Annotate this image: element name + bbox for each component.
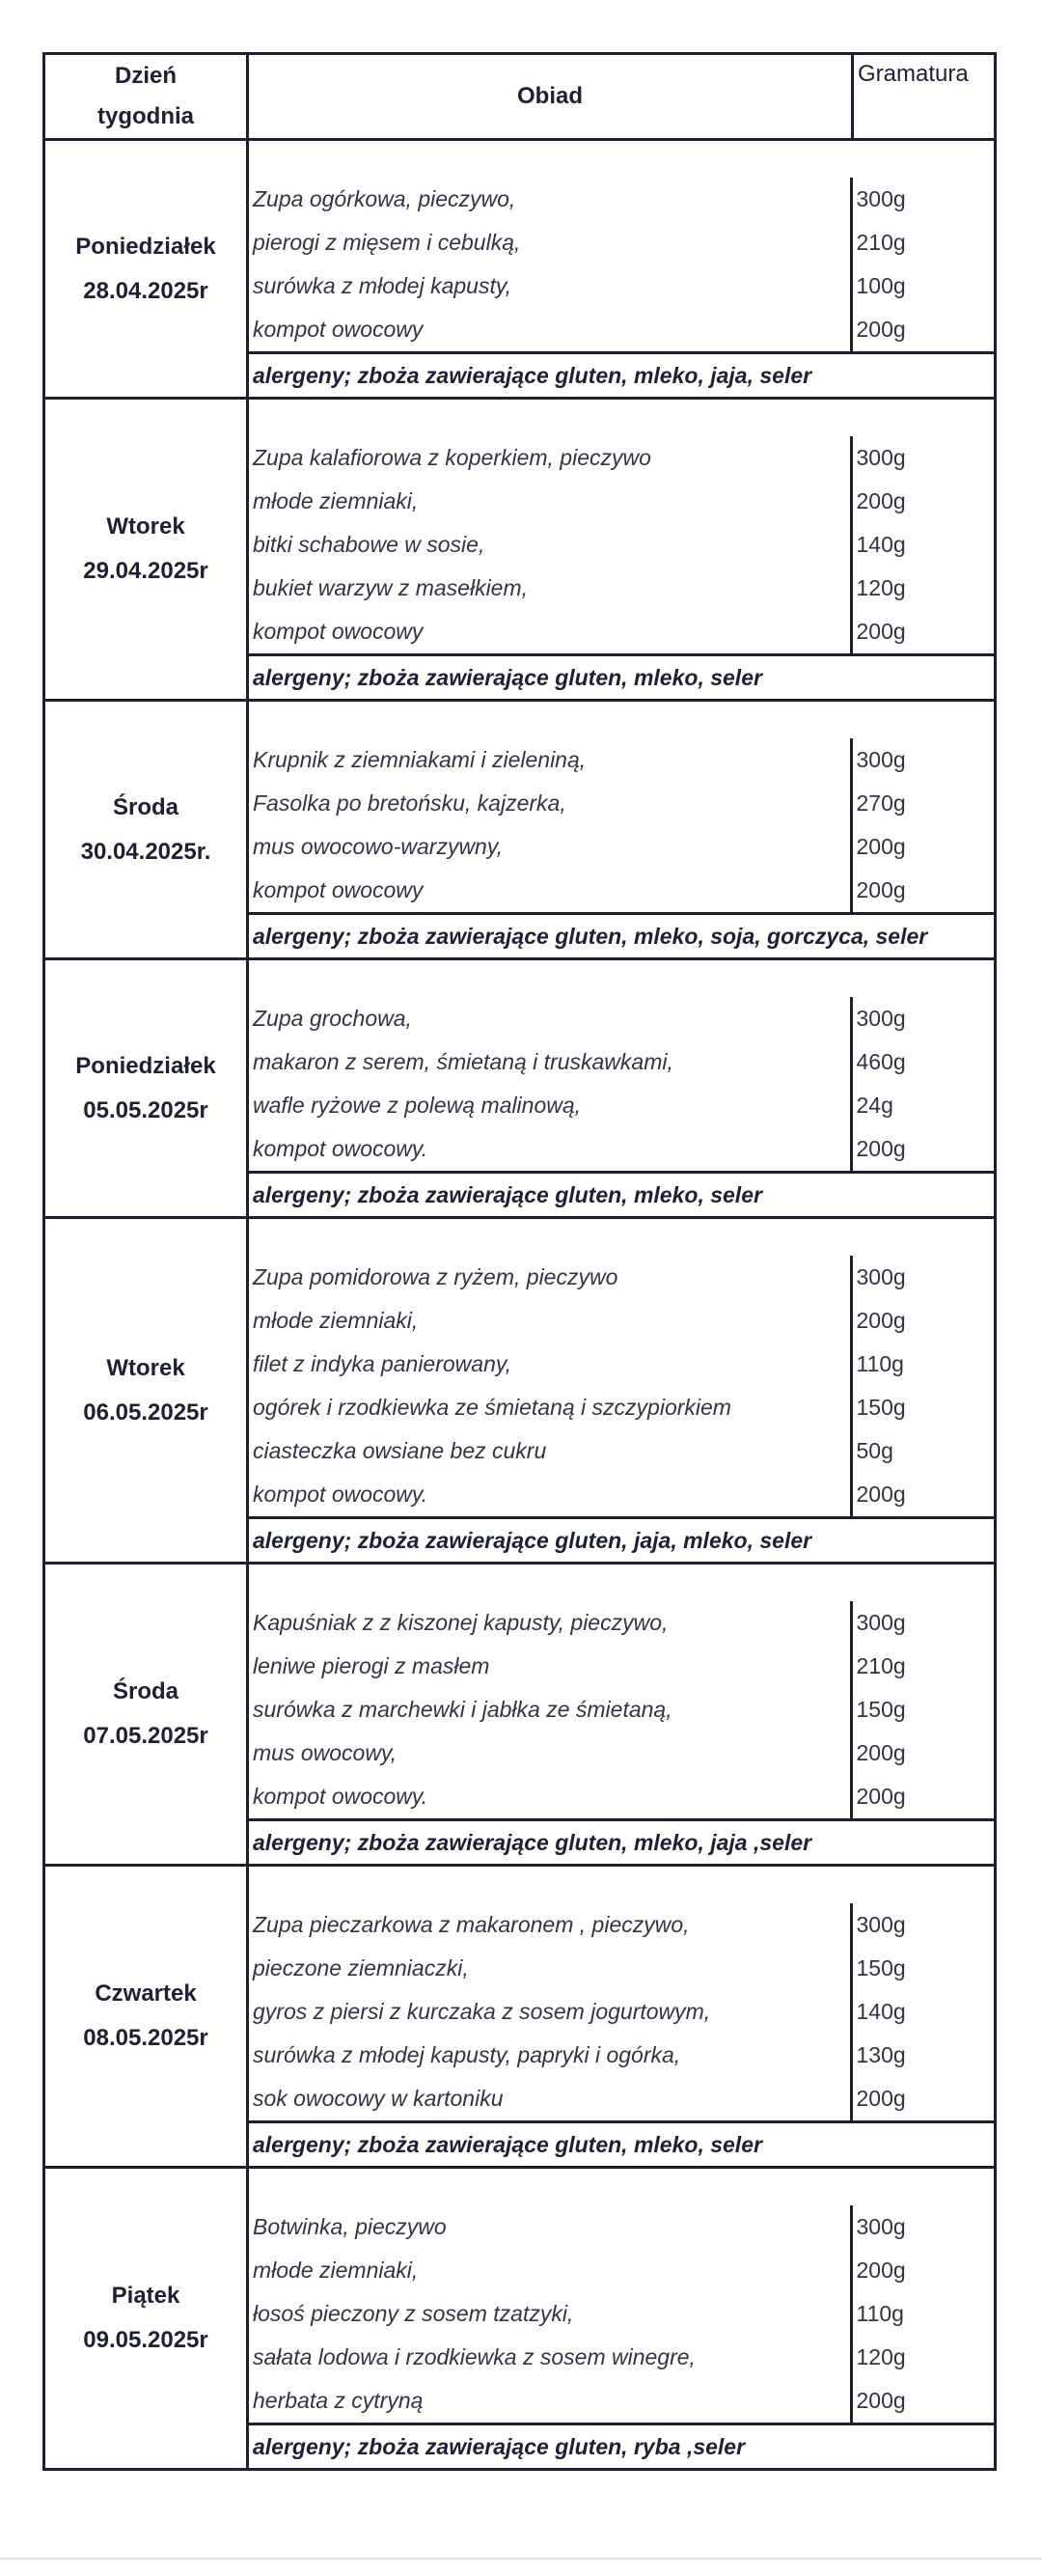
weights-cell	[853, 1564, 996, 1820]
weight-item: 300g	[850, 1601, 995, 1645]
day-header-line1: Dzień	[114, 63, 177, 89]
day-cell	[44, 1564, 248, 1866]
dish-item: bukiet warzyw z masełkiem,	[253, 575, 529, 600]
dishes-cell	[248, 1218, 853, 1518]
weight-item: 150g	[850, 1947, 995, 1990]
dish-item: Krupnik z ziemniakami i zieleniną,	[253, 747, 587, 772]
day-cell	[44, 140, 248, 399]
weight-item: 300g	[850, 1903, 995, 1947]
dish-item: Kapuśniak z z kiszonej kapusty, pieczywo,	[253, 1610, 669, 1635]
dishes-cell	[248, 701, 853, 914]
dish-item: Zupa kalafiorowa z koperkiem, pieczywo	[253, 445, 651, 470]
dish-item: Zupa pieczarkowa z makaronem , pieczywo,	[253, 1912, 690, 1937]
dish-item: pieczone ziemniaczki,	[253, 1955, 469, 1980]
dish-item: pierogi z mięsem i cebulką,	[253, 230, 521, 255]
day-cell	[44, 701, 248, 959]
weight-item: 200g	[850, 480, 995, 523]
day-date: 08.05.2025r	[83, 2025, 208, 2051]
dish-item: ciasteczka owsiane bez cukru	[253, 1438, 547, 1463]
dish-item: sałata lodowa i rzodkiewka z sosem winegre,	[253, 2344, 696, 2369]
weights-cell	[853, 2168, 996, 2424]
weight-item: 270g	[850, 782, 995, 825]
day-name: Poniedziałek	[75, 1052, 216, 1079]
dish-item: młode ziemniaki,	[253, 1308, 419, 1333]
dish-item: Zupa grochowa,	[253, 1006, 412, 1031]
weight-item: 110g	[850, 1343, 995, 1386]
day-header-line2: tygodnia	[97, 103, 194, 129]
day-date: 30.04.2025r.	[80, 838, 211, 865]
dishes-cell	[248, 140, 853, 353]
menu-body	[44, 140, 996, 2470]
day-date: 29.04.2025r	[83, 558, 208, 584]
day-row	[44, 1564, 996, 1820]
weight-item: 140g	[850, 523, 995, 567]
allergens-note: alergeny; zboża zawierające gluten, mleko, jaja ,seler	[248, 1820, 996, 1866]
weight-item: 120g	[850, 567, 995, 610]
dish-item: wafle ryżowe z polewą malinową,	[253, 1093, 582, 1118]
dishes-cell	[248, 399, 853, 655]
weight-item: 200g	[850, 308, 995, 351]
weights-cell	[853, 399, 996, 655]
dish-item: herbata z cytryną	[253, 2388, 424, 2413]
allergens-note: alergeny; zboża zawierające gluten, mleko, seler	[248, 655, 996, 701]
allergens-note: alergeny; zboża zawierające gluten, mleko, seler	[248, 2122, 996, 2168]
dish-item: gyros z piersi z kurczaka z sosem jogurtowym,	[253, 1999, 711, 2024]
day-name: Wtorek	[106, 513, 185, 540]
weight-item: 130g	[850, 2034, 995, 2077]
weight-item: 140g	[850, 1990, 995, 2034]
weight-item: 200g	[850, 1127, 995, 1171]
day-cell	[44, 959, 248, 1218]
weights-cell	[853, 1866, 996, 2122]
weight-item: 300g	[850, 436, 995, 480]
weight-item: 50g	[850, 1429, 995, 1473]
dish-item: filet z indyka panierowany,	[253, 1351, 512, 1376]
day-name: Środa	[112, 1678, 178, 1704]
dish-item: makaron z serem, śmietaną i truskawkami,	[253, 1049, 673, 1074]
dish-item: łosoś pieczony z sosem tzatzyki,	[253, 2301, 574, 2326]
weight-item: 110g	[850, 2292, 995, 2336]
day-row	[44, 1866, 996, 2122]
weight-item: 300g	[850, 178, 995, 221]
weight-item: 300g	[850, 738, 995, 782]
weight-item: 200g	[850, 1473, 995, 1516]
dish-item: kompot owocowy.	[253, 1784, 428, 1809]
header-row	[44, 54, 996, 140]
weight-item: 200g	[850, 1775, 995, 1818]
weight-item: 200g	[850, 2249, 995, 2292]
allergens-note: alergeny; zboża zawierające gluten, mleko, jaja, seler	[248, 353, 996, 399]
weight-item: 210g	[850, 1645, 995, 1688]
day-name: Poniedziałek	[75, 233, 216, 260]
weight-item: 150g	[850, 1688, 995, 1731]
day-date: 06.05.2025r	[83, 1399, 208, 1426]
dishes-cell	[248, 1866, 853, 2122]
day-cell	[44, 1866, 248, 2168]
day-column-header	[44, 54, 248, 140]
weight-item: 200g	[850, 1731, 995, 1775]
dish-item: surówka z młodej kapusty,	[253, 273, 512, 298]
dishes-cell	[248, 959, 853, 1173]
weights-cell	[853, 701, 996, 914]
weight-item: 24g	[850, 1084, 995, 1127]
dishes-cell	[248, 1564, 853, 1820]
dish-item: surówka z marchewki i jabłka ze śmietaną,	[253, 1697, 672, 1722]
weight-item: 200g	[850, 2077, 995, 2120]
weight-item: 200g	[850, 1299, 995, 1343]
weight-item: 200g	[850, 825, 995, 869]
weight-item: 300g	[850, 1256, 995, 1299]
weight-item: 200g	[850, 2379, 995, 2423]
dish-item: Fasolka po bretońsku, kajzerka,	[253, 790, 566, 816]
weight-item: 150g	[850, 1386, 995, 1429]
lunch-menu-table	[42, 52, 997, 2471]
day-row	[44, 959, 996, 1173]
dish-item: Zupa pomidorowa z ryżem, pieczywo	[253, 1264, 618, 1289]
dish-item: kompot owocowy	[253, 877, 424, 902]
dish-item: mus owocowy,	[253, 1740, 398, 1765]
weight-item: 120g	[850, 2336, 995, 2379]
day-row	[44, 140, 996, 353]
weight-item: 200g	[850, 610, 995, 653]
allergens-note: alergeny; zboża zawierające gluten, jaja, mleko, seler	[248, 1518, 996, 1564]
weight-item: 100g	[850, 264, 995, 308]
dish-item: surówka z młodej kapusty, papryki i ogórka,	[253, 2042, 681, 2067]
dish-item: kompot owocowy.	[253, 1482, 428, 1507]
weights-cell	[853, 1218, 996, 1518]
day-cell	[44, 2168, 248, 2470]
day-row	[44, 701, 996, 914]
day-row	[44, 1218, 996, 1518]
day-date: 28.04.2025r	[83, 277, 208, 304]
allergens-note: alergeny; zboża zawierające gluten, mleko, seler	[248, 1173, 996, 1218]
day-date: 09.05.2025r	[83, 2327, 208, 2353]
dish-item: bitki schabowe w sosie,	[253, 532, 485, 557]
weight-item: 300g	[850, 997, 995, 1040]
weights-cell	[853, 140, 996, 353]
weight-item: 210g	[850, 221, 995, 264]
dish-item: kompot owocowy	[253, 317, 424, 342]
weight-item: 200g	[850, 869, 995, 912]
dishes-cell	[248, 2168, 853, 2424]
weight-column-header: Gramatura	[853, 54, 996, 140]
dish-item: mus owocowo-warzywny,	[253, 834, 504, 859]
dish-item: kompot owocowy.	[253, 1136, 428, 1161]
day-name: Wtorek	[106, 1354, 185, 1381]
day-date: 07.05.2025r	[83, 1723, 208, 1749]
weight-item: 460g	[850, 1040, 995, 1084]
page-bottom-divider	[0, 2558, 1042, 2560]
allergens-note: alergeny; zboża zawierające gluten, ryba ,seler	[248, 2424, 996, 2470]
allergens-note: alergeny; zboża zawierające gluten, mleko, soja, gorczyca, seler	[248, 914, 996, 959]
day-name: Środa	[112, 793, 178, 820]
day-cell	[44, 399, 248, 701]
day-row	[44, 399, 996, 655]
weight-item: 300g	[850, 2205, 995, 2249]
day-row	[44, 2168, 996, 2424]
dish-item: leniwe pierogi z masłem	[253, 1653, 490, 1678]
weights-cell	[853, 959, 996, 1173]
day-name: Czwartek	[95, 1980, 197, 2007]
dish-item: sok owocowy w kartoniku	[253, 2086, 504, 2111]
dish-item: Zupa ogórkowa, pieczywo,	[253, 186, 516, 211]
dish-item: kompot owocowy	[253, 619, 424, 644]
day-name: Piątek	[111, 2283, 180, 2309]
dish-item: Botwinka, pieczywo	[253, 2214, 447, 2239]
day-date: 05.05.2025r	[83, 1096, 208, 1123]
lunch-column-header: Obiad	[248, 54, 853, 140]
dish-item: młode ziemniaki,	[253, 488, 419, 513]
dish-item: młode ziemniaki,	[253, 2257, 419, 2283]
dish-item: ogórek i rzodkiewka ze śmietaną i szczypiorkiem	[253, 1395, 731, 1420]
day-cell	[44, 1218, 248, 1564]
